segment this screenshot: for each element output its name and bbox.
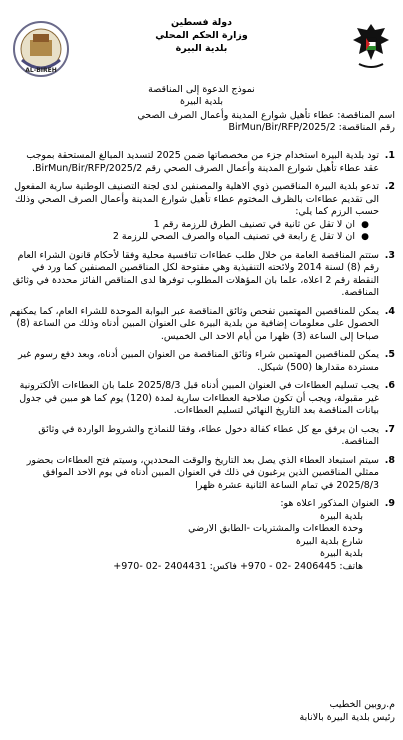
ministry-name: وزارة الحكم المحلي <box>155 30 248 41</box>
clause-number: 2. <box>384 181 395 192</box>
tender-name: اسم المناقصة: عطاء تأهيل شوارع المدينة وأعمال الصرف الصحي <box>137 110 395 121</box>
clause-number: 1. <box>384 150 395 161</box>
clause-2 <box>8 181 395 244</box>
clause-text: تود بلدية البيرة استخدام جزء من مخصصاتها ضمن 2025 لتسديد المبالغ المستحقة بموجب عقد عطاء تأهيل شوارع المدينة وأعمال الصرف الصحي رقم BirMun/Bir/RFP/2025/2. <box>26 150 379 174</box>
package-item-2 <box>8 231 379 244</box>
clause-text: العنوان المذكور اعلاه هو: <box>280 498 379 509</box>
clause-number: 5. <box>384 349 395 360</box>
package-text: ان لا تقل عن ثانية في تصنيف الطرق للرزمة رقم 1 <box>153 218 355 230</box>
clause-number: 9. <box>384 498 395 509</box>
clause-number: 4. <box>384 305 395 317</box>
clause-7 <box>8 424 395 449</box>
clause-text: يمكن للمناقصين المهتمين شراء وثائق المناقصة من العنوان المبين أدناه، وبعد دفع رسوم غير مستردة مقدارها (500) شيكل. <box>18 349 379 373</box>
clause-text: يجب ان يرفق مع كل عطاء كفالة دخول عطاء، وفقا للنماذج والشروط الواردة في وثائق المناقصة. <box>38 423 379 447</box>
address-line: بلدية البيرة <box>319 510 363 522</box>
clause-8 <box>8 455 395 493</box>
svg-text:AL-BIREH: AL-BIREH <box>25 67 57 74</box>
signatory-title: رئيس بلدية البيرة بالانابة <box>299 712 395 723</box>
tender-number-label: رقم المناقصة: <box>338 122 395 133</box>
clause-number: 6. <box>384 380 395 391</box>
government-heading <box>0 16 403 55</box>
tender-number-row <box>8 122 395 134</box>
municipality-name: بلدية البيرة <box>175 43 228 54</box>
package-item-1 <box>8 219 379 232</box>
issuing-entity: بلدية البيرة <box>179 96 224 107</box>
signature-block <box>299 698 395 724</box>
signatory-name: م.روبين الخطيب <box>329 699 395 710</box>
address-line: شارع بلدية البيرة <box>295 535 363 547</box>
clause-text: يجب تسليم العطاءات في العنوان المبين أدناه قبل 2025/8/3 علما بان العطاءات الألكترونية غير مقبولة، ويجب أن تكون صلاحية العطاءات سارية لمدة (120) يوم كما هو مبين في جدول بيانات المناقصة بعد التاريخ النهائي لتسليم العطاءات. <box>19 380 379 416</box>
country-name: دولة فسطين <box>171 17 232 28</box>
form-name: نموذج الدعوة إلى المناقصة <box>148 84 255 95</box>
clause-number: 3. <box>384 249 395 261</box>
address-line: وحدة العطاءات والمشتريات -الطابق الارضي <box>188 523 363 534</box>
tender-info <box>8 110 395 134</box>
clause-text: سيتم استبعاد العطاء الذي يصل بعد التاريخ والوقت المحددين، وسيتم فتح العطاءات بحضور ممثلي المناقصين الذين يرغبون في ذلك في العنوان المبين أدناه في يوم الاحد الموافق 2025/8/3 في تمام الساعة الثانية عشرة ظهرا <box>26 454 379 491</box>
bullet-icon: ● <box>361 219 369 230</box>
clause-text: ستتم المناقصة العامة من خلال طلب عطاءات تنافسية محلية وفقا لأحكام قانون الشراء العام رقم (8) لسنة 2014 ولائحته التنفيذية وهي مفتوحة لكل المناقصين المصنفين كما ورد في النقطة رقم 2 اعلاه، علما بان المؤهلات المطلوب توفرها لدى المناقص الفائز محددة في وثائق المناقصة. <box>12 249 379 298</box>
clause-text: يمكن للمناقصين المهتمين تفحص وثائق المناقصة عبر البوابة الموحدة للشراء العام، كما يمكنهم الحصول على معلومات إضافية من بلدية البيرة على العنوان المبين أدناه وذلك من الساعة (8) صباحا إلى الساعة (3) ظهرا من أيام الاحد الى الخميس. <box>9 305 379 342</box>
contact-address <box>8 511 379 574</box>
clause-1 <box>8 150 395 175</box>
form-title-block <box>0 84 403 108</box>
document-header <box>0 6 403 76</box>
clause-6 <box>8 380 395 418</box>
clause-number: 8. <box>384 454 395 466</box>
clause-9 <box>8 498 395 573</box>
phone-fax-line: هاتف: 2406445 -02 - 970+ فاكس: 2404431 -02 -970+ <box>113 560 363 572</box>
bullet-icon: ● <box>361 232 369 242</box>
clause-number: 7. <box>384 423 395 435</box>
clause-3 <box>8 250 395 300</box>
address-line: بلدية البيرة <box>319 548 363 559</box>
tender-clauses <box>8 150 395 579</box>
tender-number-value: BirMun/Bir/RFP/2025/2 <box>228 122 336 133</box>
clause-4 <box>8 306 395 344</box>
clause-text: تدعو بلدية البيرة المناقصين ذوي الاهلية والمصنفين لدى لجنة التصنيف الوطنية سارية المفعول الى تقديم عطاءات بالظرف المختوم عطاء تأهيل شوارع المدينة وأعمال الصرف الصحي وذلك حسب الرزم كما يلي: <box>14 181 379 217</box>
clause-5 <box>8 349 395 374</box>
package-text: ان لا تقل ع رابعة في تصنيف المياه والصرف الصحي للرزمة 2 <box>112 231 355 242</box>
